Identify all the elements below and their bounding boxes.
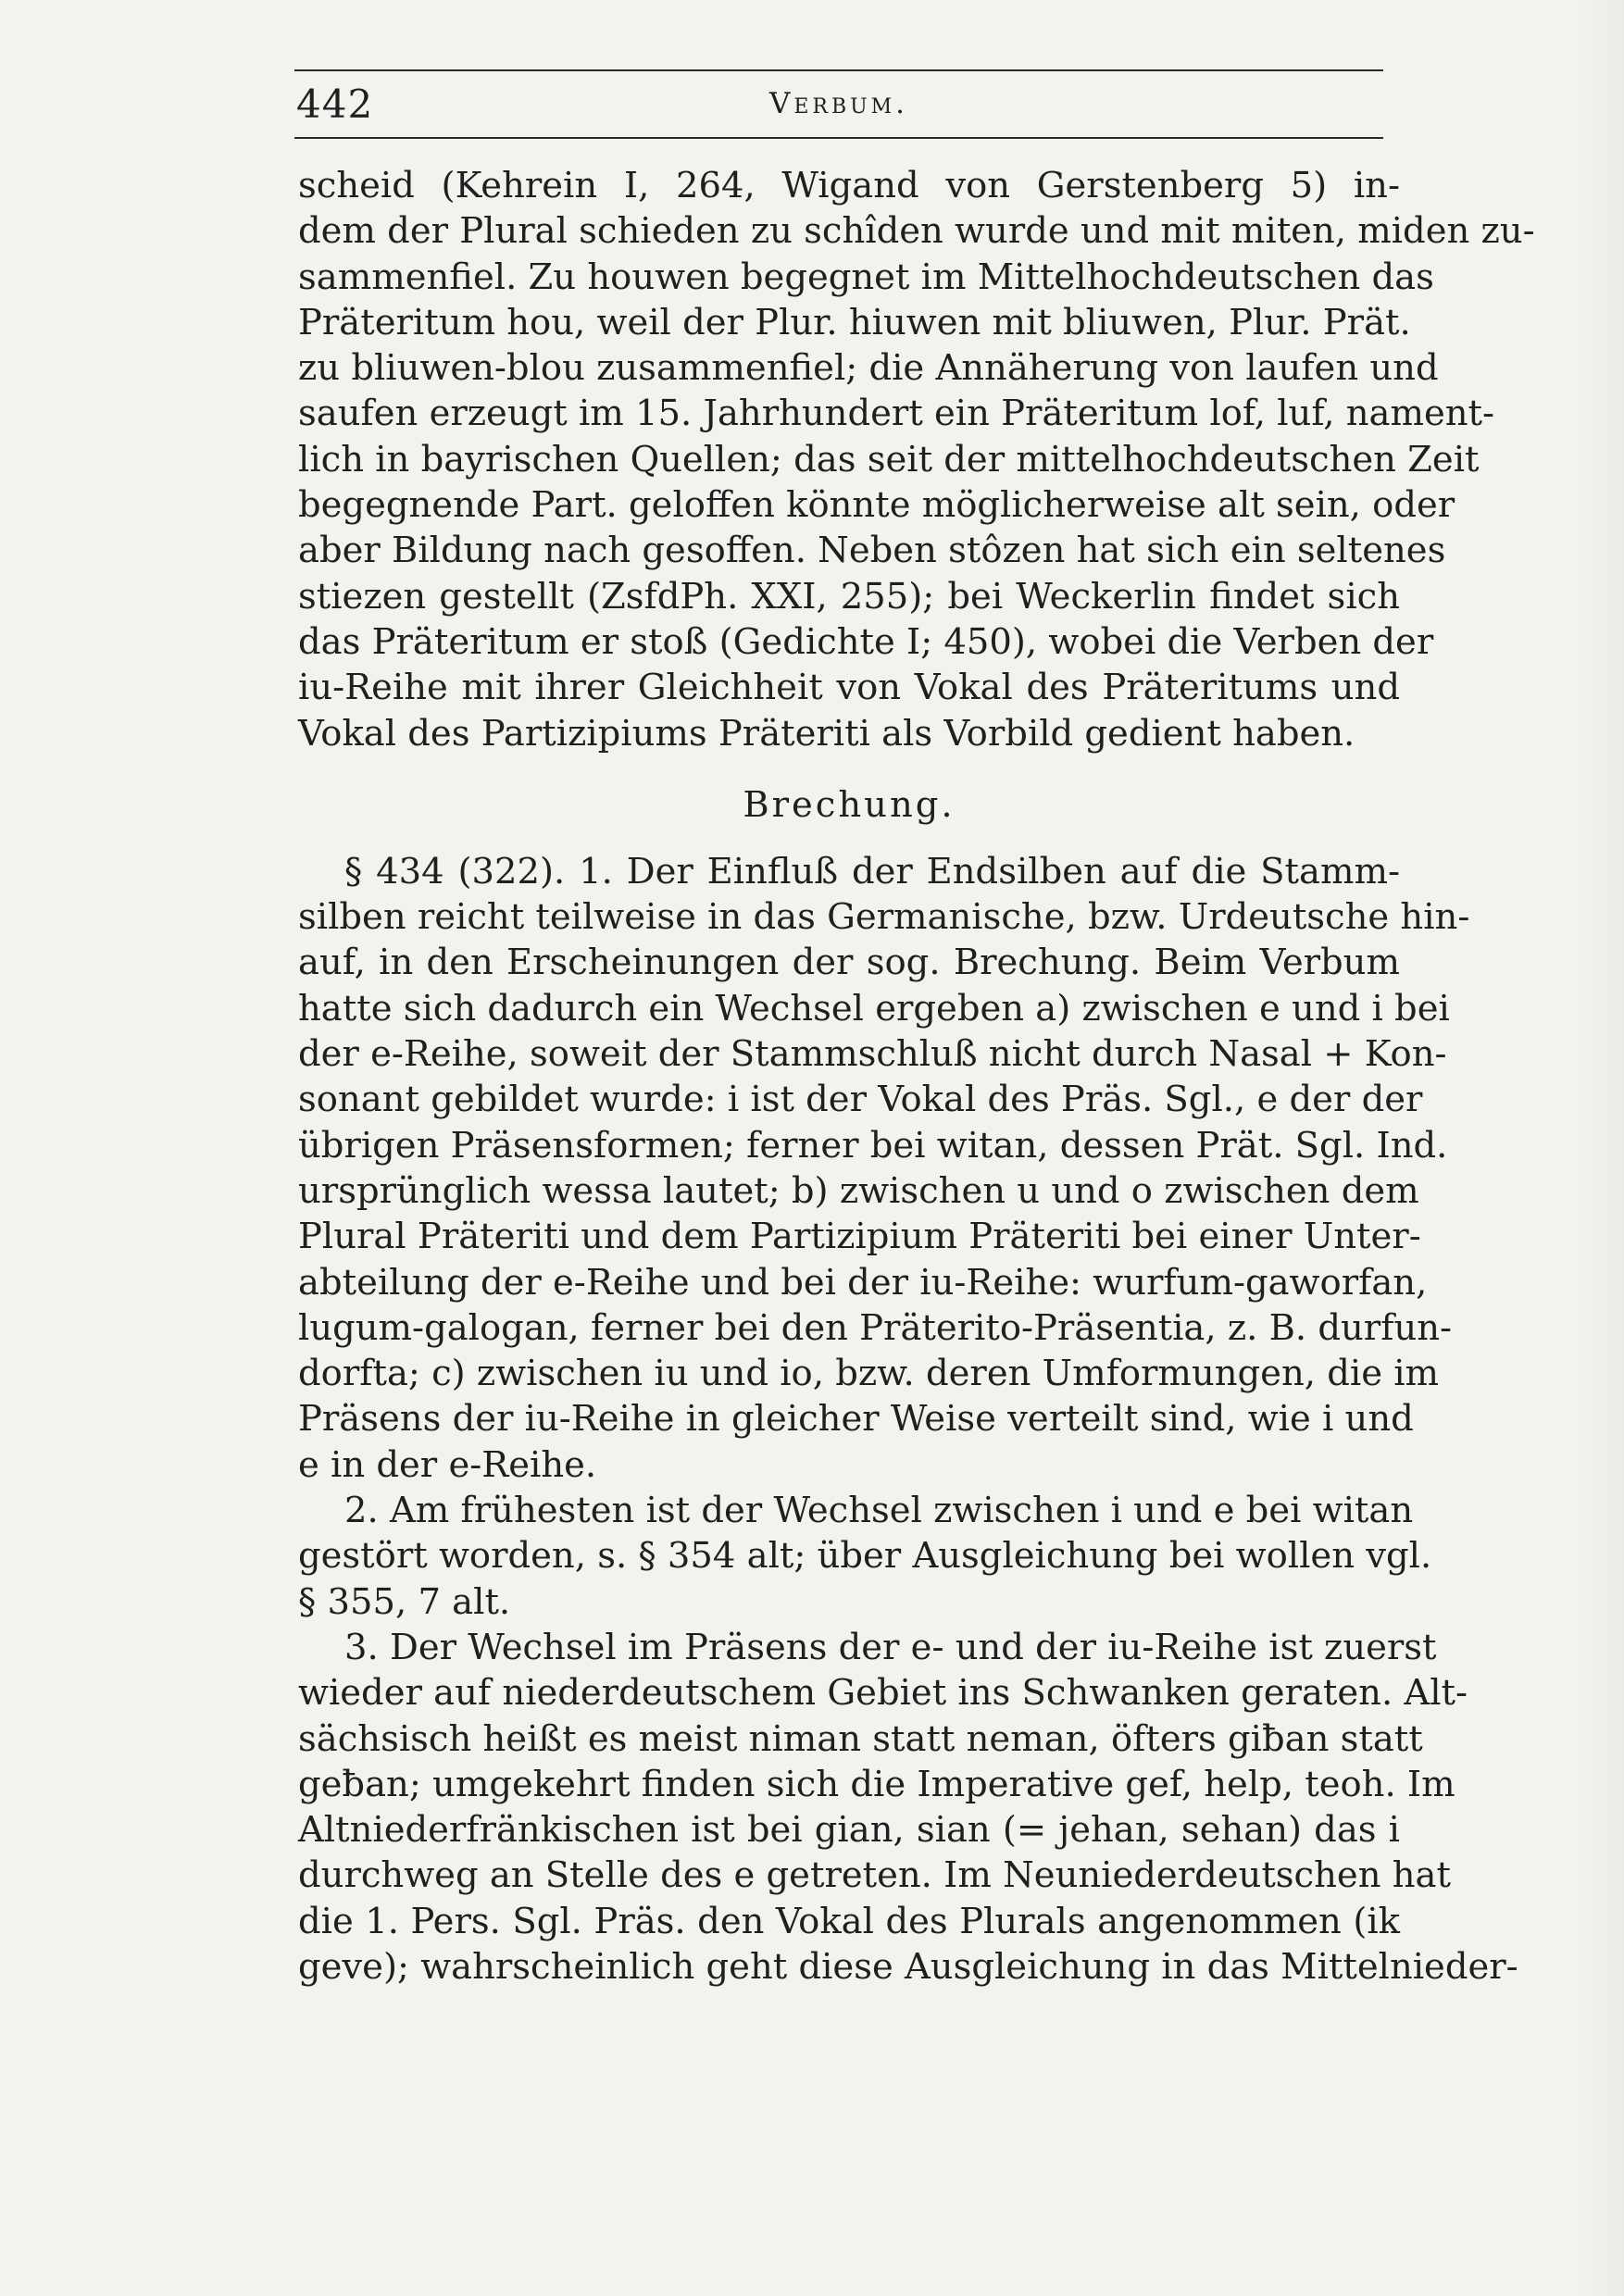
text-line: Altniederfränkischen ist bei gian, sian (= jehan, sehan) das i <box>298 1809 1400 1852</box>
paragraph-section-434-3 <box>298 1625 1518 1990</box>
text-line: das Präteritum er stoß (Gedichte I; 450), wobei die Verben der <box>298 620 1434 663</box>
text-line: dem der Plural schieden zu schîden wurde und mit miten, miden zu- <box>298 210 1535 253</box>
text-line: ursprünglich wessa lautet; b) zwischen u und o zwischen dem <box>298 1169 1419 1212</box>
paragraph-section-434-2 <box>298 1488 1432 1625</box>
running-head: Verbum. <box>768 87 909 120</box>
text-line: durchweg an Stelle des e getreten. Im Neuniederdeutschen hat <box>298 1854 1451 1897</box>
text-line: sammenfiel. Zu houwen begegnet im Mittelhochdeutschen das <box>298 256 1434 298</box>
text-line: lich in bayrischen Quellen; das seit der mittelhochdeutschen Zeit <box>298 438 1480 480</box>
text-line: der e-Reihe, soweit der Stammschluß nicht durch Nasal + Kon- <box>298 1033 1447 1076</box>
header-top-rule <box>294 69 1383 71</box>
text-line: sächsisch heißt es meist niman statt neman, öfters giƀan statt <box>298 1717 1423 1760</box>
text-line: geƀan; umgekehrt finden sich die Imperative gef, help, teoh. Im <box>298 1763 1455 1805</box>
text-line: iu-Reihe mit ihrer Gleichheit von Vokal des Präteritums und <box>298 667 1400 709</box>
page-number: 442 <box>296 81 374 127</box>
text-line: abteilung der e-Reihe und bei der iu-Reihe: wurfum-gaworfan, <box>298 1261 1428 1304</box>
page-header <box>294 81 1383 128</box>
text-line: e in der e-Reihe. <box>298 1443 597 1486</box>
text-line: wieder auf niederdeutschem Gebiet ins Schwanken geraten. Alt- <box>298 1672 1468 1715</box>
text-line: die 1. Pers. Sgl. Präs. den Vokal des Plurals angenommen (ik <box>298 1900 1400 1942</box>
text-line: aber Bildung nach gesoffen. Neben stôzen hat sich ein seltenes <box>298 530 1446 572</box>
text-line: saufen erzeugt im 15. Jahrhundert ein Präteritum lof, luf, nament- <box>298 393 1495 435</box>
text-line: 3. Der Wechsel im Präsens der e- und der iu-Reihe ist zuerst <box>344 1626 1437 1668</box>
text-line: dorfta; c) zwischen iu und io, bzw. deren Umformungen, die im <box>298 1353 1440 1395</box>
text-line: übrigen Präsensformen; ferner bei witan, dessen Prät. Sgl. Ind. <box>298 1124 1448 1167</box>
text-line: Vokal des Partizipiums Präteriti als Vorbild gedient haben. <box>298 712 1355 755</box>
paragraph-continuation <box>298 163 1535 756</box>
section-heading: Brechung. <box>743 783 956 826</box>
header-bottom-rule <box>294 137 1383 139</box>
text-line: auf, in den Erscheinungen der sog. Brechung. Beim Verbum <box>298 942 1400 984</box>
text-line: Plural Präteriti und dem Partizipium Präteriti bei einer Unter- <box>298 1216 1421 1258</box>
page-edge-shadow <box>1574 0 1624 2296</box>
text-line: stiezen gestellt (ZsfdPh. XXI, 255); bei Weckerlin findet sich <box>298 575 1400 618</box>
text-line: Präteritum hou, weil der Plur. hiuwen mit bliuwen, Plur. Prät. <box>298 301 1411 343</box>
text-line: hatte sich dadurch ein Wechsel ergeben a) zwischen e und i bei <box>298 987 1450 1029</box>
text-line: sonant gebildet wurde: i ist der Vokal des Präs. Sgl., e der der <box>298 1079 1423 1121</box>
text-line: zu bliuwen-blou zusammenfiel; die Annäherung von laufen und <box>298 347 1439 390</box>
text-line: 2. Am frühesten ist der Wechsel zwischen i und e bei witan <box>344 1490 1414 1532</box>
text-line: § 434 (322). 1. Der Einfluß der Endsilben auf die Stamm- <box>344 850 1400 892</box>
text-line: geve); wahrscheinlich geht diese Ausgleichung in das Mittelnieder- <box>298 1945 1518 1988</box>
text-line: silben reicht teilweise in das Germanische, bzw. Urdeutsche hin- <box>298 896 1470 939</box>
text-line: begegnende Part. geloffen könnte möglicherweise alt sein, oder <box>298 484 1455 527</box>
text-line: Präsens der iu-Reihe in gleicher Weise verteilt sind, wie i und <box>298 1398 1414 1441</box>
text-line: lugum-galogan, ferner bei den Präterito-Präsentia, z. B. durfun- <box>298 1306 1453 1349</box>
body-text <box>298 163 1535 1990</box>
text-line: scheid (Kehrein I, 264, Wigand von Gerstenberg 5) in- <box>298 165 1400 206</box>
text-line: gestört worden, s. § 354 alt; über Ausgleichung bei wollen vgl. <box>298 1535 1432 1578</box>
paragraph-section-434-1 <box>298 849 1470 1488</box>
text-line: § 355, 7 alt. <box>298 1580 511 1623</box>
